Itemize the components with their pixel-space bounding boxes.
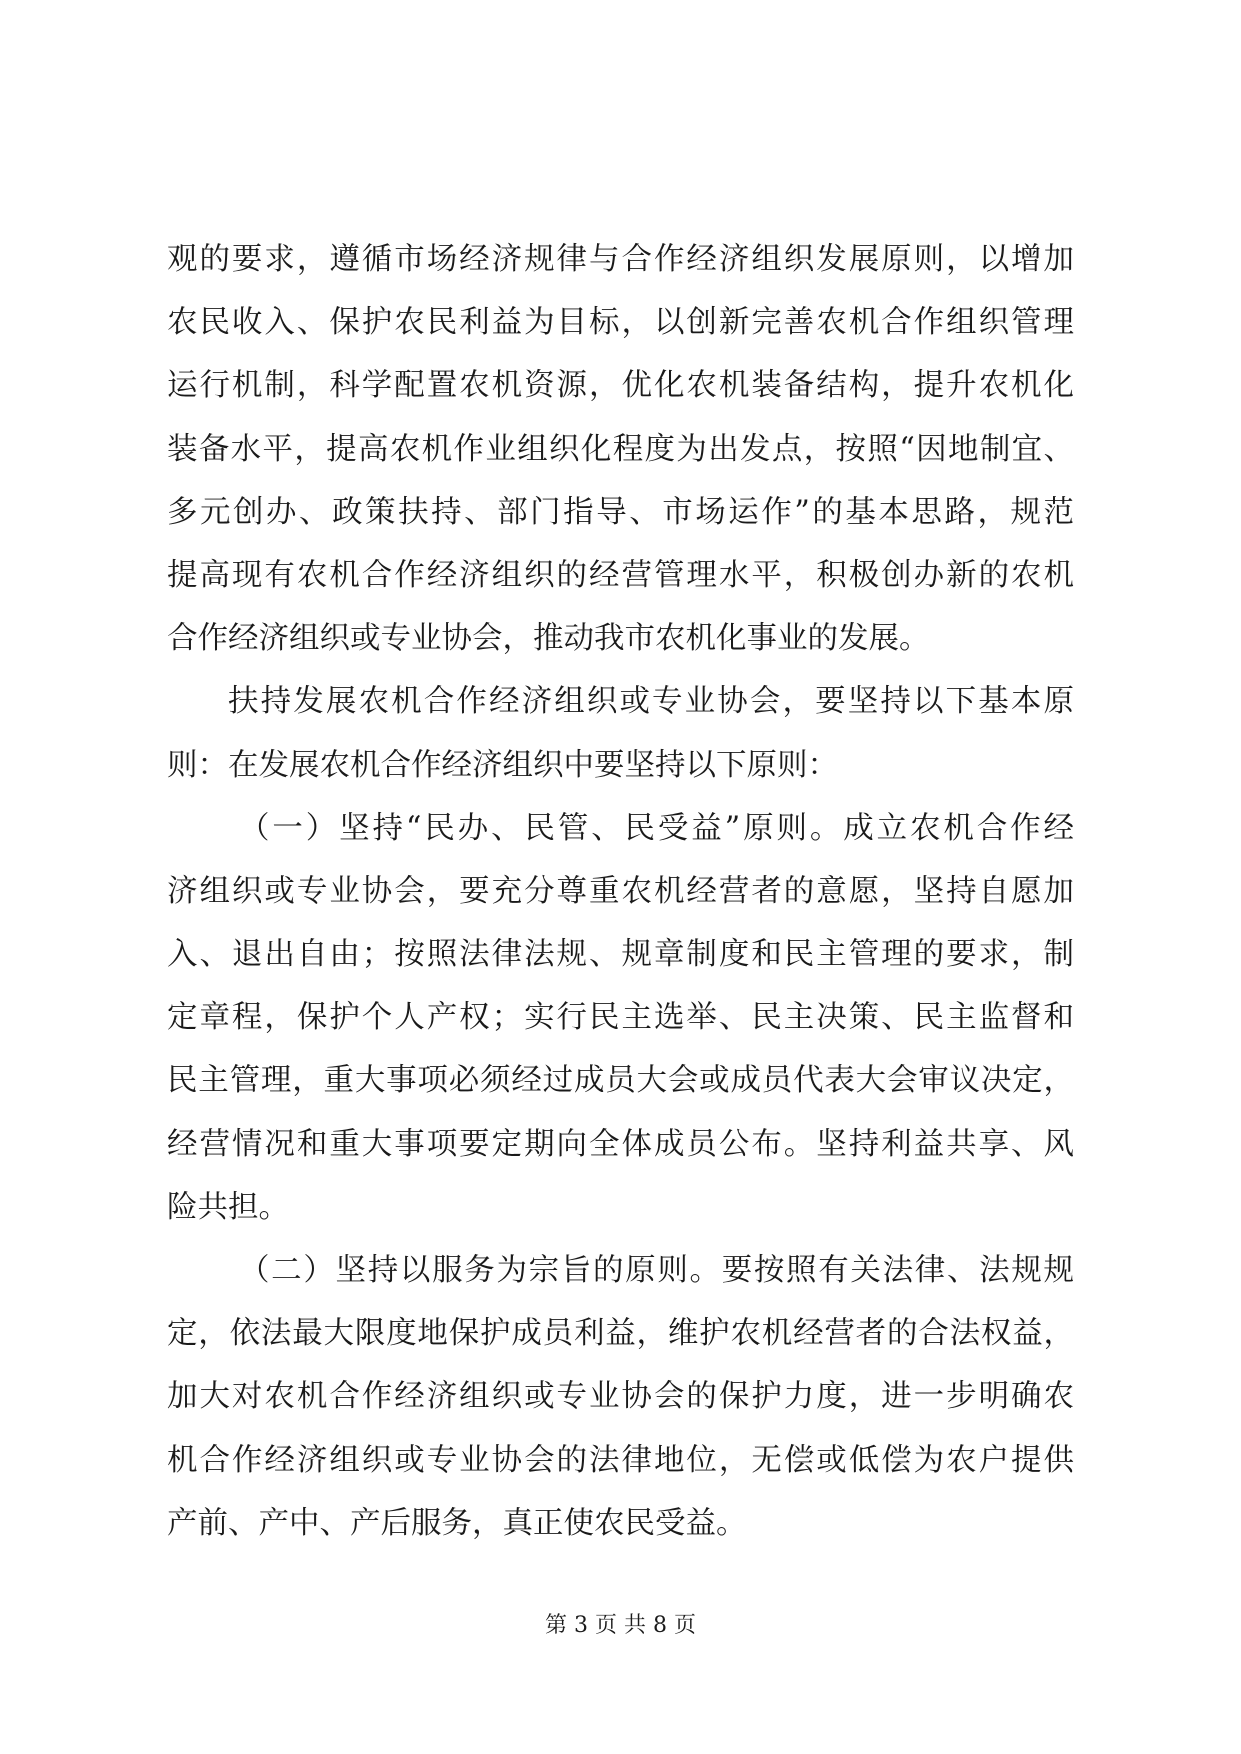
text-line: 险共担。 [167, 1189, 289, 1225]
page-number-footer: 第 3 页 共 8 页 [545, 1613, 696, 1638]
text-line: 合作经济组织或专业协会，推动我市农机化事业的发展。 [167, 621, 930, 657]
text-line: 机合作经济组织或专业协会的法律地位，无偿或低偿为农户提供 [167, 1442, 1074, 1478]
text-line: 装备水平，提高农机作业组织化程度为出发点，按照“因地制宜、 [167, 431, 1074, 467]
text-line: （二）坚持以服务为宗旨的原则。要按照有关法律、法规规 [239, 1253, 1074, 1288]
body-text [167, 228, 1074, 1555]
text-line: 提高现有农机合作经济组织的经营管理水平，积极创办新的农机 [167, 557, 1074, 593]
text-line: 运行机制，科学配置农机资源，优化农机装备结构，提升农机化 [167, 368, 1074, 404]
text-line: 农民收入、保护农民利益为目标，以创新完善农机合作组织管理 [167, 305, 1074, 341]
text-line: （一）坚持“民办、民管、民受益”原则。成立农机合作经 [239, 810, 1074, 846]
text-line: 产前、产中、产后服务，真正使农民受益。 [167, 1505, 747, 1541]
text-line: 定，依法最大限度地保护成员利益，维护农机经营者的合法权益， [167, 1316, 1074, 1352]
text-line: 入、退出自由；按照法律法规、规章制度和民主管理的要求，制 [167, 937, 1074, 973]
text-line: 扶持发展农机合作经济组织或专业协会，要坚持以下基本原 [228, 684, 1074, 720]
text-line: 则：在发展农机合作经济组织中要坚持以下原则： [167, 747, 838, 783]
text-line: 观的要求，遵循市场经济规律与合作经济组织发展原则，以增加 [167, 242, 1074, 277]
text-line: 多元创办、政策扶持、部门指导、市场运作”的基本思路，规范 [167, 494, 1074, 530]
text-line: 加大对农机合作经济组织或专业协会的保护力度，进一步明确农 [167, 1379, 1074, 1415]
text-line: 经营情况和重大事项要定期向全体成员公布。坚持利益共享、风 [167, 1126, 1074, 1162]
text-line: 定章程，保护个人产权；实行民主选举、民主决策、民主监督和 [167, 1000, 1074, 1036]
text-line: 济组织或专业协会，要充分尊重农机经营者的意愿，坚持自愿加 [167, 873, 1074, 909]
text-line: 民主管理，重大事项必须经过成员大会或成员代表大会审议决定， [167, 1063, 1074, 1099]
